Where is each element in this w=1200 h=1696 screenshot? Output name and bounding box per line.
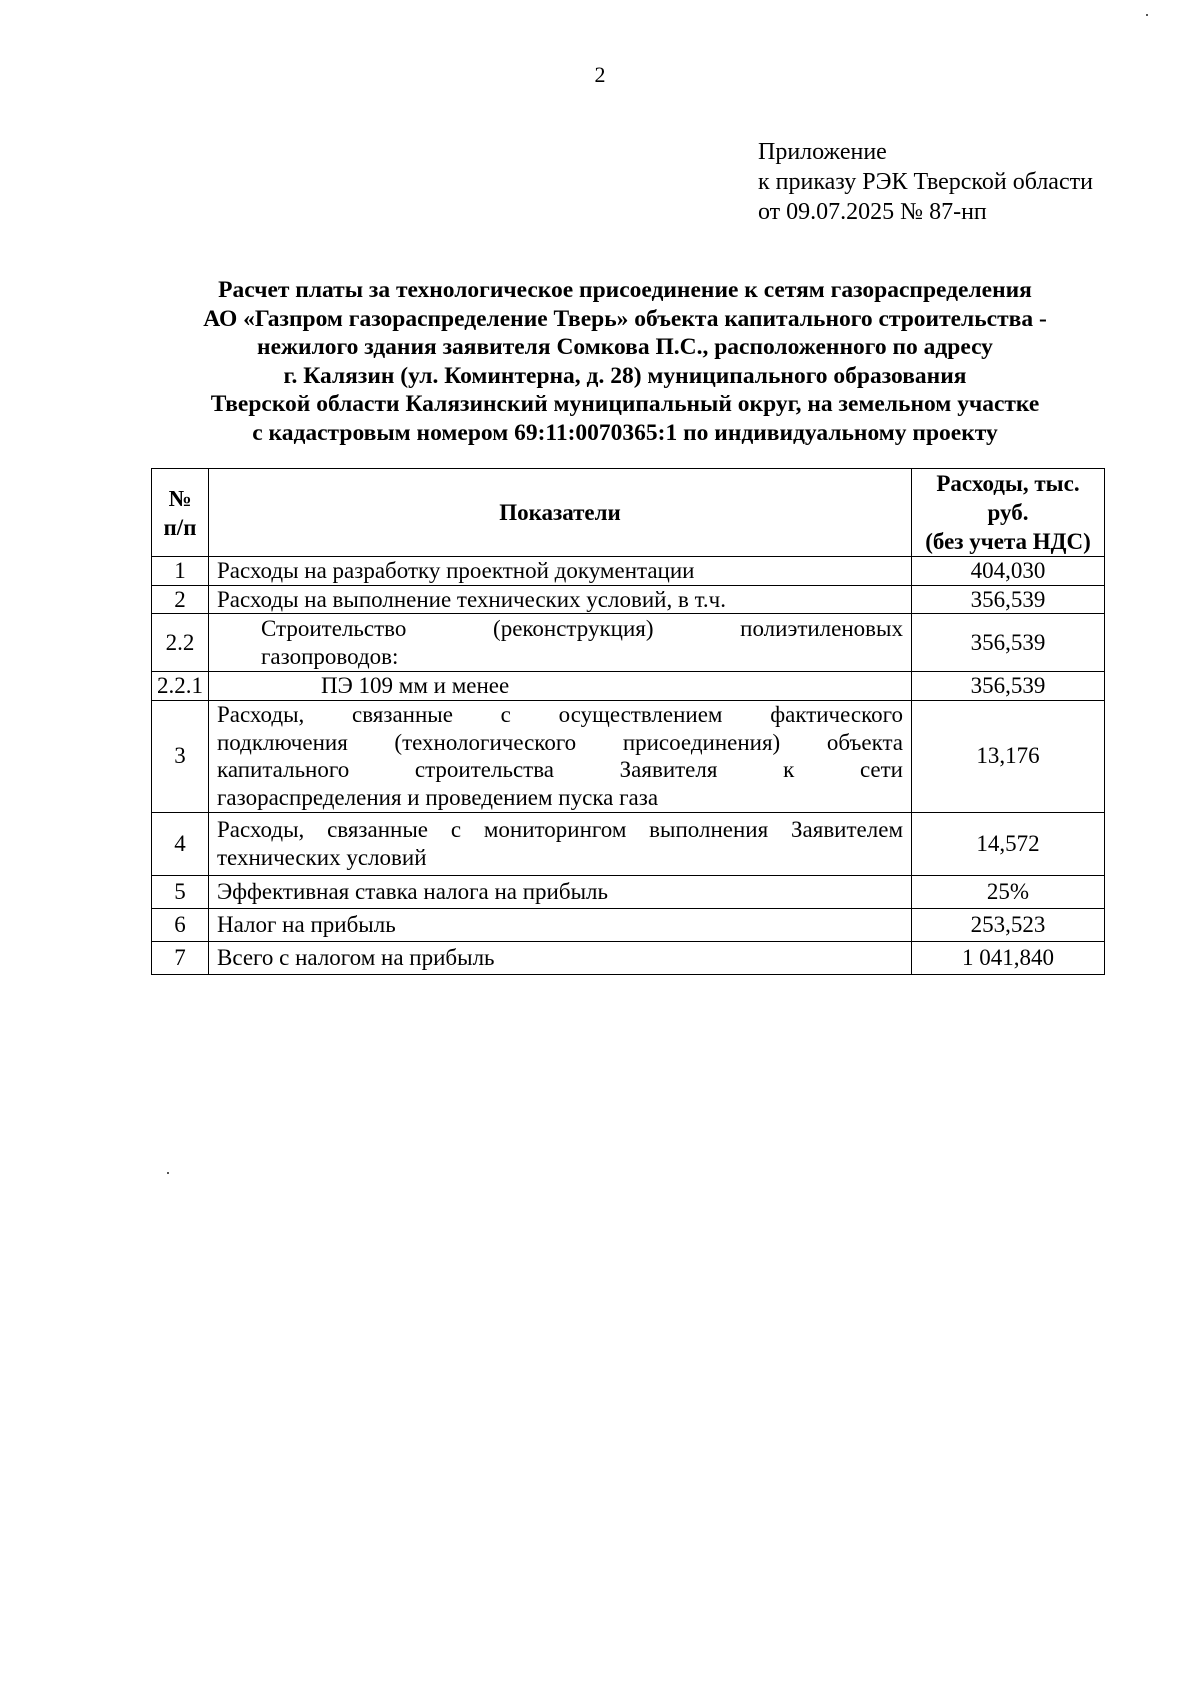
title-line: с кадастровым номером 69:11:0070365:1 по индивидуальному проекту — [252, 419, 998, 446]
row-number: 2.2 — [152, 614, 209, 672]
appendix-label: Приложение — [758, 139, 887, 165]
title-line: Тверской области Калязинский муниципальный округ, на земельном участке — [210, 391, 1040, 418]
table-row — [152, 585, 1105, 614]
row-indicator: ПЭ 109 мм и менее — [209, 672, 912, 701]
row-indicator: Расходы на разработку проектной документации — [209, 557, 912, 586]
row-number: 5 — [152, 875, 209, 908]
row-indicator: Всего с налогом на прибыль — [209, 941, 912, 974]
title-line: г. Калязин (ул. Коминтерна, д. 28) муниципального образования — [283, 362, 967, 389]
table-row — [152, 908, 1105, 941]
row-number: 1 — [152, 557, 209, 586]
row-value: 356,539 — [912, 614, 1105, 672]
row-value: 25% — [912, 875, 1105, 908]
row-number: 7 — [152, 941, 209, 974]
row-value: 356,539 — [912, 672, 1105, 701]
table-row — [152, 672, 1105, 701]
table-row — [152, 875, 1105, 908]
row-value: 13,176 — [912, 700, 1105, 812]
row-indicator: Строительство (реконструкция) полиэтиленовых газопроводов: — [209, 614, 912, 672]
row-indicator: Расходы, связанные с мониторингом выполнения Заявителем технических условий — [209, 812, 912, 875]
row-value: 356,539 — [912, 585, 1105, 614]
header-indicators: Показатели — [209, 469, 912, 557]
row-indicator: Налог на прибыль — [209, 908, 912, 941]
row-value: 14,572 — [912, 812, 1105, 875]
header-number: № п/п — [152, 469, 209, 557]
calculation-table — [151, 468, 1105, 975]
title-line: Расчет платы за технологическое присоединение к сетям газораспределения — [218, 277, 1032, 303]
row-number: 6 — [152, 908, 209, 941]
row-value: 253,523 — [912, 908, 1105, 941]
row-value: 404,030 — [912, 557, 1105, 586]
table-row — [152, 557, 1105, 586]
table-row — [152, 700, 1105, 812]
row-indicator: Расходы на выполнение технических условий, в т.ч. — [209, 585, 912, 614]
row-number: 4 — [152, 812, 209, 875]
row-value: 1 041,840 — [912, 941, 1105, 974]
appendix-reference — [758, 137, 1093, 227]
table-row — [152, 614, 1105, 672]
appendix-order-ref: к приказу РЭК Тверской области — [758, 169, 1093, 195]
appendix-order-date: от 09.07.2025 № 87-нп — [758, 199, 987, 225]
table-row — [152, 812, 1105, 875]
scan-speck — [167, 1172, 169, 1174]
row-indicator: Расходы, связанные с осуществлением фактического подключения (технологического присоединения) объекта капитального строительства Заявителя к сети газораспределения и проведением пуска газа — [209, 700, 912, 812]
row-number: 2.2.1 — [152, 672, 209, 701]
row-indicator: Эффективная ставка налога на прибыль — [209, 875, 912, 908]
title-line: нежилого здания заявителя Сомкова П.С., расположенного по адресу — [257, 334, 993, 361]
document-title — [150, 276, 1100, 448]
scan-speck — [1146, 14, 1148, 16]
header-costs: Расходы, тыс. руб. (без учета НДС) — [912, 469, 1105, 557]
row-number: 2 — [152, 585, 209, 614]
table-header-row — [152, 469, 1105, 557]
page-number: 2 — [594, 62, 606, 87]
table-row — [152, 941, 1105, 974]
title-line: АО «Газпром газораспределение Тверь» объекта капитального строительства - — [203, 305, 1047, 332]
row-number: 3 — [152, 700, 209, 812]
